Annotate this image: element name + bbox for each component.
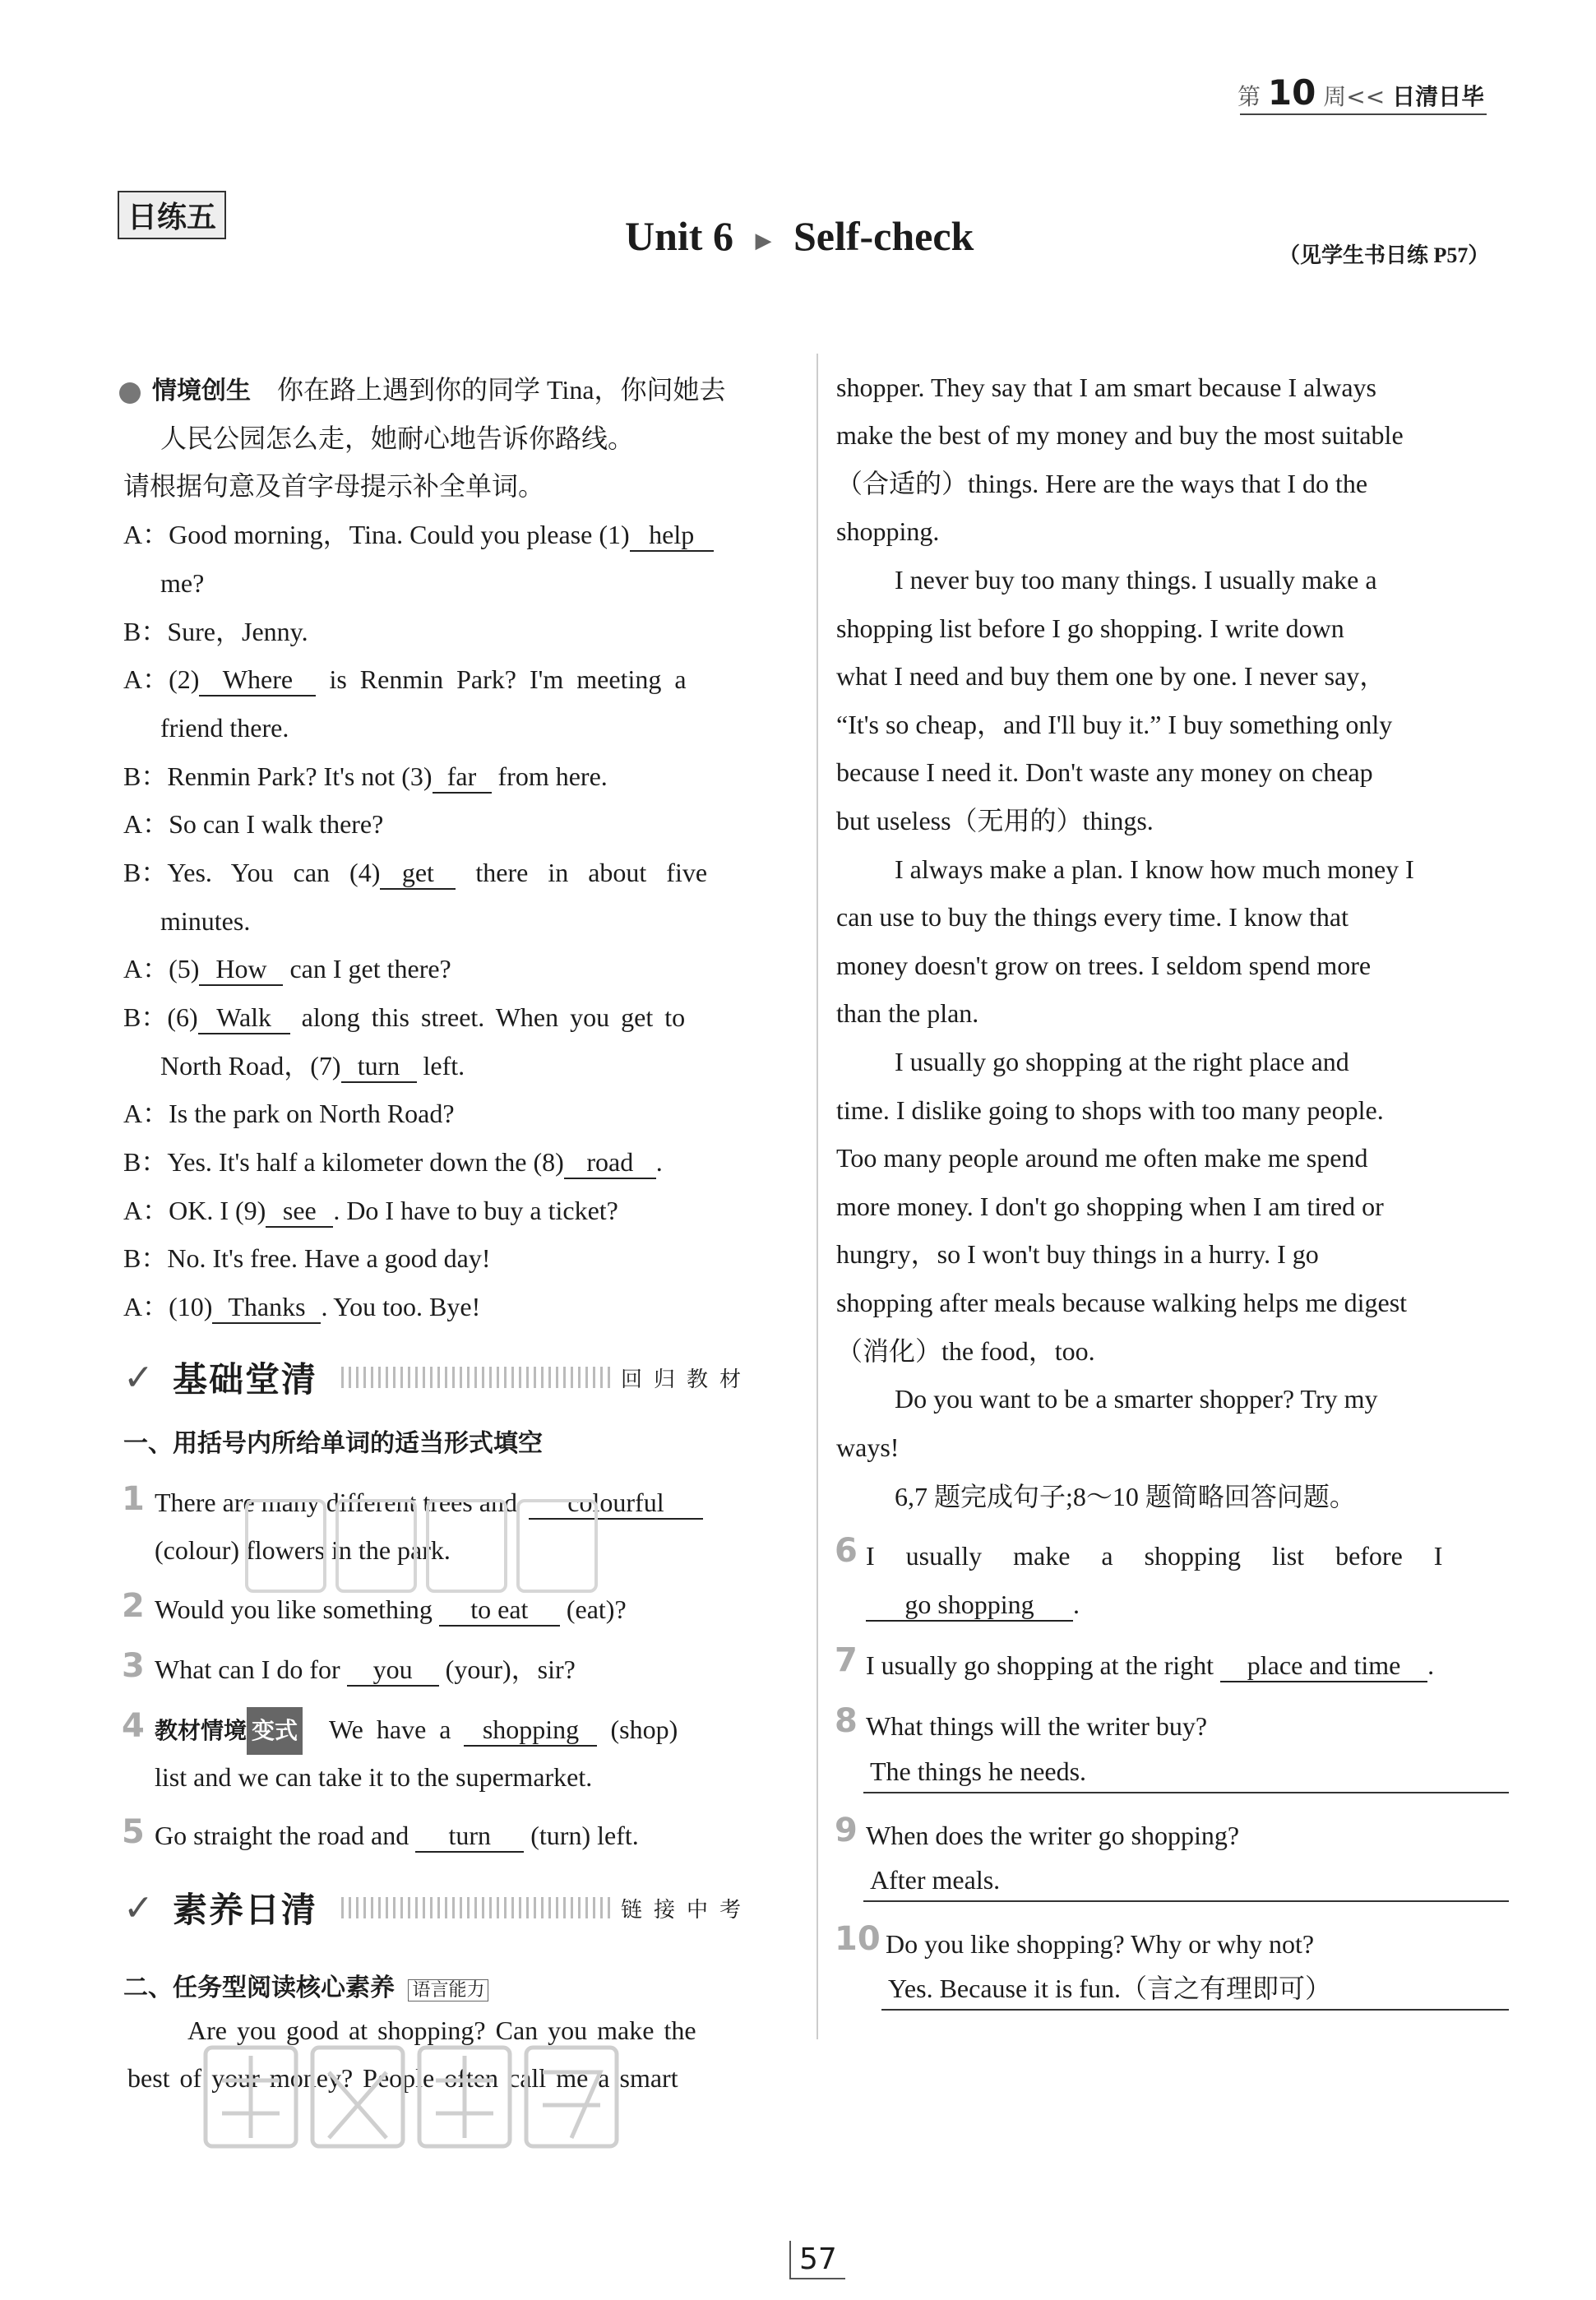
passage-line: money doesn't grow on trees. I seldom spend more — [836, 951, 1372, 980]
task-note: 6,7 题完成句子;8～10 题简略回答问题。 — [895, 1482, 1356, 1511]
passage-line: Do you want to be a smarter shopper? Try my — [895, 1384, 1378, 1414]
answer-7: turn — [341, 1051, 417, 1083]
week-suffix: 周<< — [1323, 83, 1386, 110]
passage-line: can use to buy the things every time. I know that — [836, 902, 1349, 932]
dialog-line: B：(6) Walk along this street. When you get to — [123, 993, 685, 1041]
passage-line: than the plan. — [836, 998, 979, 1028]
q2-number: 2 — [122, 1587, 145, 1625]
answer-4: get — [380, 858, 456, 890]
q6-answer: go shopping — [866, 1590, 1073, 1622]
passage-line: shopper. They say that I am smart because I always — [836, 373, 1376, 402]
passage-line: because I need it. Don't waste any money on cheap — [836, 757, 1373, 787]
passage-line: shopping. — [836, 516, 940, 546]
intro-icon-label: 情境创生 — [152, 377, 251, 405]
page-number-box — [789, 2241, 845, 2279]
passage-line: best of your money? People often call me a smart — [127, 2063, 678, 2093]
dialog-line: minutes. — [160, 906, 251, 936]
q4-answer: shopping — [464, 1715, 597, 1747]
dialog-line: North Road，(7) turn left. — [160, 1042, 465, 1090]
q4-tag-1: 教材情境 — [155, 1717, 247, 1744]
answer-8: road — [564, 1147, 656, 1179]
q10-question: Do you like shopping? Why or why not? — [886, 1929, 1315, 1959]
q3-line: What can I do for you (your)，sir? — [155, 1645, 576, 1693]
watermark-graphic — [197, 2031, 641, 2163]
q4-line: 教材情境 变式 We have a shopping (shop) — [155, 1705, 678, 1755]
dialog-line: A：(10) Thanks . You too. Bye! — [123, 1283, 480, 1330]
q9-question: When does the writer go shopping? — [866, 1821, 1240, 1850]
dialog-line: B：Yes. You can (4) get there in about five — [123, 849, 707, 896]
q3-number: 3 — [122, 1647, 145, 1685]
passage-line: I never buy too many things. I usually make a — [895, 565, 1377, 595]
intro-instruction: 请根据句意及首字母提示补全单词。 — [123, 471, 545, 501]
book-reference: （见学生书日练 P57） — [1279, 243, 1490, 267]
answer-10: Thanks — [212, 1292, 321, 1324]
section-2-bar — [341, 1897, 613, 1918]
passage-line: Are you good at shopping? Can you make the — [187, 2015, 696, 2045]
header — [1237, 72, 1484, 113]
q1-answer: colourful — [529, 1488, 703, 1520]
q4-line-2: list and we can take it to the supermarket. — [155, 1762, 593, 1792]
answer-5: How — [199, 954, 283, 986]
q7-line: I usually go shopping at the right place and time . — [866, 1641, 1434, 1689]
q9-number: 9 — [835, 1812, 858, 1849]
passage-line: ways! — [836, 1432, 900, 1462]
section-1-title: 基础堂清 — [173, 1359, 318, 1400]
dialog-line: A：Good morning，Tina. Could you please (1) help — [123, 511, 714, 558]
q8-question: What things will the writer buy? — [866, 1711, 1208, 1741]
section-1-bar — [341, 1367, 613, 1388]
watermark-graphic — [238, 1488, 608, 1604]
q4-tag-2: 变式 — [247, 1707, 303, 1755]
q10-number: 10 — [835, 1920, 881, 1958]
q5-line: Go straight the road and turn (turn) left. — [155, 1812, 639, 1859]
passage-line: shopping after meals because walking helps me digest — [836, 1288, 1408, 1317]
q1-line: There are many different trees and colourful — [155, 1479, 703, 1526]
title-separator-icon: ▶ — [755, 228, 772, 252]
passage-line: “It's so cheap，and I'll buy it.” I buy something only — [836, 710, 1393, 739]
answer-3: far — [433, 761, 492, 794]
day-badge — [118, 191, 226, 239]
passage-line: time. I dislike going to shops with too many people. — [836, 1095, 1384, 1125]
q7-answer: place and time — [1220, 1650, 1427, 1682]
passage-line: Too many people around me often make me spend — [836, 1143, 1368, 1173]
q5-answer: turn — [415, 1821, 524, 1853]
check-icon: ✓ — [123, 1888, 154, 1928]
answer-2: Where — [199, 664, 316, 696]
passage-line: what I need and buy them one by one. I never say， — [836, 661, 1386, 691]
section-2-title: 素养日清 — [173, 1890, 318, 1930]
passage-line: shopping list before I go shopping. I write down — [836, 613, 1344, 643]
page-title — [625, 212, 974, 260]
passage-line: make the best of my money and buy the most suitable — [836, 420, 1404, 450]
answer-1: help — [630, 520, 714, 552]
dialog-line: A：OK. I (9) see . Do I have to buy a ticket? — [123, 1187, 618, 1234]
dialog-line: B：Sure，Jenny. — [123, 617, 308, 646]
dialog-line: friend there. — [160, 713, 289, 743]
section-1-tag: 回归教材 — [621, 1368, 753, 1392]
badge-label: 日练五 — [127, 201, 217, 234]
q3-answer: you — [347, 1654, 439, 1687]
brand: 日清日毕 — [1392, 83, 1485, 110]
passage-line: I always make a plan. I know how much money I — [895, 854, 1414, 884]
section-2-tag: 链接中考 — [621, 1898, 753, 1923]
dialog-line: A：So can I walk there? — [123, 809, 384, 839]
passage-line: hungry，so I won't buy things in a hurry. I go — [836, 1239, 1319, 1269]
header-rule — [1240, 113, 1487, 115]
answer-9: see — [266, 1196, 333, 1228]
q6-line: I usually make a shopping list before I — [866, 1541, 1443, 1571]
week-prefix: 第 — [1237, 83, 1261, 110]
dialog-line: B：Yes. It's half a kilometer down the (8) road . — [123, 1138, 663, 1186]
q2-line: Would you like something to eat (eat)? — [155, 1585, 627, 1633]
dialog-line: B：No. It's free. Have a good day! — [123, 1243, 491, 1273]
q5-number: 5 — [122, 1813, 145, 1851]
dialog-line: A：(5) How can I get there? — [123, 945, 451, 993]
dialog-line: B：Renmin Park? It's not (3) far from here. — [123, 752, 608, 800]
q6-number: 6 — [835, 1532, 858, 1570]
lightbulb-icon — [119, 382, 141, 404]
passage-line: I usually go shopping at the right place and — [895, 1047, 1349, 1076]
q1-line-2: (colour) flowers in the park. — [155, 1535, 451, 1565]
q7-number: 7 — [835, 1641, 858, 1679]
passage-line: （合适的）things. Here are the ways that I do the — [836, 469, 1368, 498]
core-literacy-label: 核心素养 — [296, 1974, 395, 2002]
q8-number: 8 — [835, 1702, 858, 1740]
intro-line-1 — [119, 366, 726, 415]
q2-answer: to eat — [439, 1594, 560, 1627]
topic-label: Self-check — [793, 213, 974, 259]
unit-label: Unit 6 — [625, 213, 733, 259]
passage-line: more money. I don't go shopping when I am tired or — [836, 1192, 1384, 1221]
dialog-line: me? — [160, 568, 205, 598]
passage-line: but useless（无用的）things. — [836, 806, 1154, 835]
q1-number: 1 — [122, 1480, 145, 1518]
q4-number: 4 — [122, 1707, 145, 1745]
q9-answer: After meals. — [863, 1859, 1509, 1902]
section-2-subtitle: 二、任务型阅读核心素养 语言能力 — [123, 1967, 488, 2003]
answer-6: Walk — [198, 1002, 290, 1034]
ability-label: 语言能力 — [408, 1979, 488, 2002]
section-1-subtitle: 一、用括号内所给单词的适当形式填空 — [123, 1429, 543, 1458]
intro-line-2: 人民公园怎么走，她耐心地告诉你路线。 — [160, 423, 635, 453]
q8-answer: The things he needs. — [863, 1751, 1509, 1793]
week-number: 10 — [1267, 72, 1316, 113]
page-number: 57 — [799, 2242, 837, 2276]
column-divider — [817, 354, 818, 2039]
dialog-line: A：(2) Where is Renmin Park? I'm meeting a — [123, 655, 687, 703]
q6-line-2: go shopping . — [866, 1580, 1080, 1628]
intro-text-1: 你在路上遇到你的同学 Tina，你问她去 — [277, 375, 726, 405]
check-icon: ✓ — [123, 1358, 154, 1398]
passage-line: （消化）the food，too. — [836, 1336, 1095, 1366]
q10-answer: Yes. Because it is fun.（言之有理即可） — [881, 1968, 1509, 2011]
dialog-line: A：Is the park on North Road? — [123, 1099, 455, 1128]
